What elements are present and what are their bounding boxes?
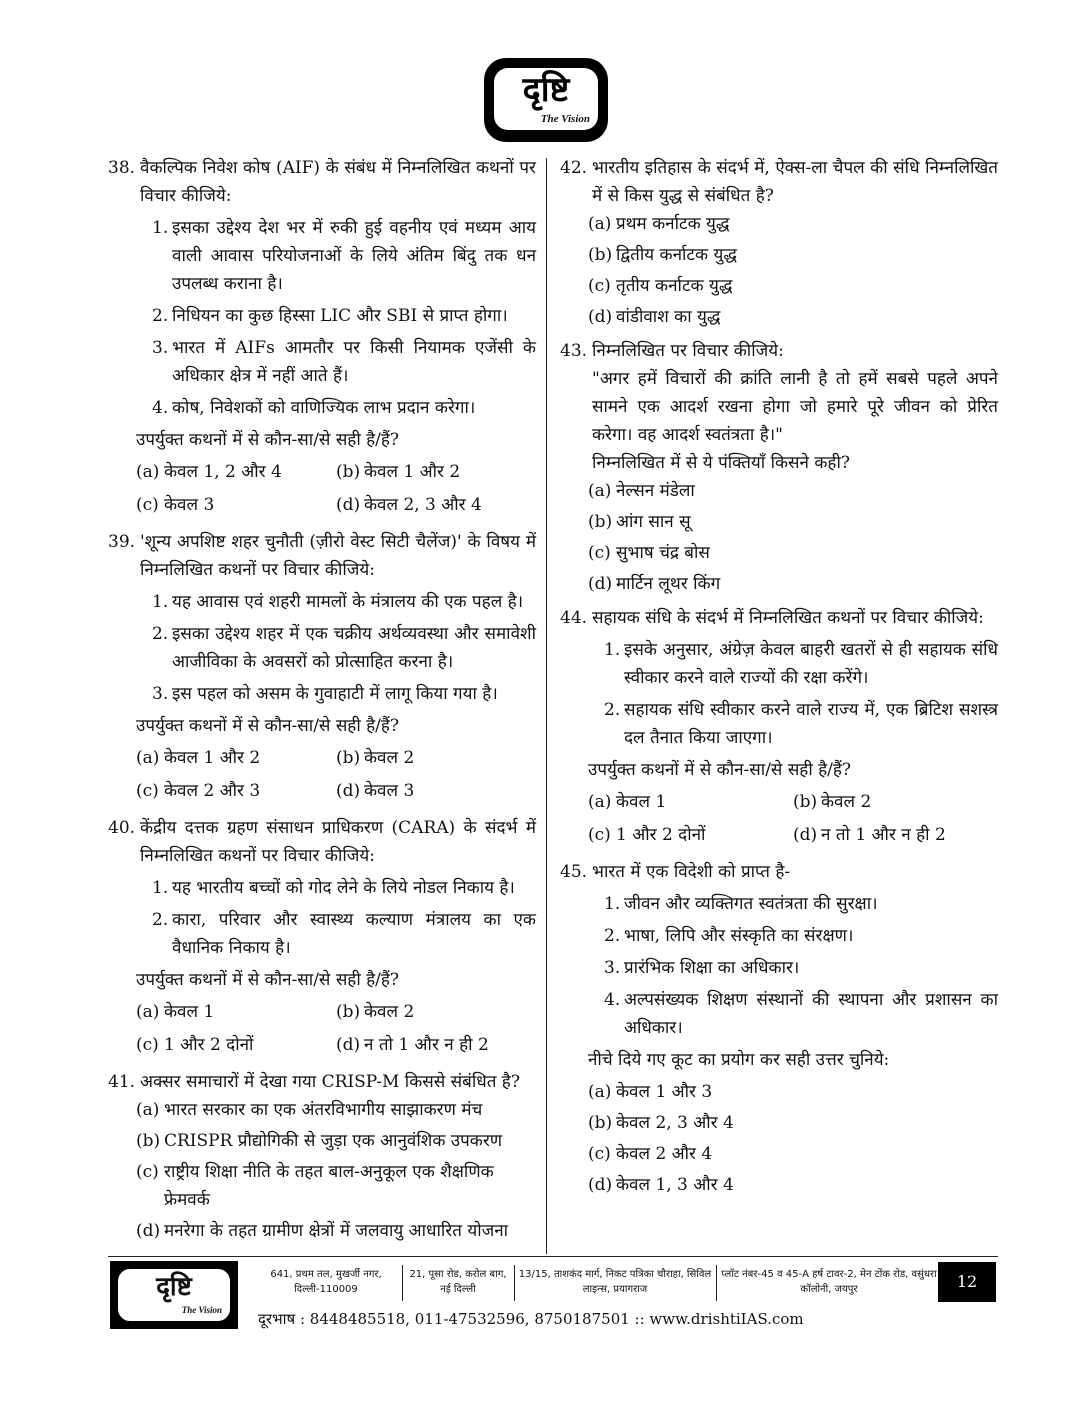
statement: [152, 588, 536, 616]
option-text: केवल 1: [164, 1002, 215, 1022]
statement-number: 2.: [152, 306, 169, 326]
question-text: सहायक संधि के संदर्भ में निम्नलिखित कथनों पर विचार कीजिये:: [592, 608, 984, 628]
question-prompt: नीचे दिये गए कूट का प्रयोग कर सही उत्तर चुनिये:: [588, 1050, 890, 1070]
option-label: (b): [588, 512, 613, 532]
option-text: आंग सान सू: [616, 512, 691, 532]
option-c: [588, 539, 998, 567]
option-text: केवल 2, 3 और 4: [616, 1113, 734, 1133]
option-label: (d): [336, 781, 361, 801]
option-list: [588, 210, 998, 331]
option-c: [588, 1140, 998, 1168]
statement-list: [152, 214, 536, 422]
option-text: 1 और 2 दोनों: [164, 1035, 254, 1055]
option-label: (b): [136, 1131, 161, 1151]
question-text: वैकल्पिक निवेश कोष (AIF) के संबंध में निम्नलिखित कथनों पर विचार कीजिये:: [140, 158, 536, 206]
statement: [152, 874, 536, 902]
statement: [152, 334, 536, 390]
option-label: (b): [336, 1002, 361, 1022]
option-label: (c): [588, 825, 611, 845]
statement-text: कारा, परिवार और स्वास्थ्य कल्याण मंत्रालय का एक वैधानिक निकाय है।: [172, 910, 536, 958]
address-prayagraj: 13/15, ताशकंद मार्ग, निकट पत्रिका चौराहा, सिविल लाइन्स, प्रयागराज: [518, 1269, 712, 1295]
option-text: केवल 2: [821, 792, 872, 812]
statement: [152, 394, 536, 422]
question-43: [560, 337, 998, 598]
option-d: [336, 777, 536, 805]
question-number: 39.: [108, 532, 136, 552]
statement-text: भारत में AIFs आमतौर पर किसी नियामक एजेंसी के अधिकार क्षेत्र में नहीं आते हैं।: [172, 338, 536, 386]
question-text: भारत में एक विदेशी को प्राप्त है-: [592, 862, 791, 882]
statement: [152, 620, 536, 676]
option-text: तृतीय कर्नाटक युद्ध: [616, 276, 733, 296]
option-text: सुभाष चंद्र बोस: [616, 543, 710, 563]
question-42: [560, 154, 998, 331]
statement-number: 2.: [152, 624, 169, 644]
option-label: (a): [588, 792, 612, 812]
option-label: (a): [588, 214, 612, 234]
statement-text: अल्पसंख्यक शिक्षण संस्थानों की स्थापना और प्रशासन का अधिकार।: [624, 990, 998, 1038]
option-label: (a): [136, 1100, 160, 1120]
statement-number: 3.: [604, 958, 621, 978]
option-a: [136, 744, 336, 772]
statement-number: 1.: [604, 894, 621, 914]
address-karol-bagh: 21, पूसा रोड, करोल बाग, नई दिल्ली: [409, 1269, 507, 1295]
statement: [604, 922, 998, 950]
option-text: केवल 2: [364, 1002, 415, 1022]
left-column: [108, 154, 536, 1251]
option-d: [336, 491, 536, 519]
option-label: (c): [136, 495, 159, 515]
statement-text: कोष, निवेशकों को वाणिज्यिक लाभ प्रदान करेगा।: [172, 398, 476, 418]
statement: [604, 986, 998, 1042]
question-prompt: निम्नलिखित में से ये पंक्तियाँ किसने कही?: [592, 453, 850, 473]
question-prompt: उपर्युक्त कथनों में से कौन-सा/से सही है/हैं?: [588, 760, 852, 780]
option-label: (d): [136, 1221, 161, 1241]
option-text: केवल 1 और 2: [164, 748, 261, 768]
statement-number: 3.: [152, 338, 169, 358]
option-grid: [136, 458, 536, 522]
option-label: (b): [588, 1113, 613, 1133]
page-footer: [108, 1256, 998, 1335]
option-label: (d): [588, 574, 613, 594]
column-divider: [546, 158, 547, 1254]
option-b: [588, 1109, 998, 1137]
option-label: (a): [136, 1002, 160, 1022]
option-label: (c): [136, 1035, 159, 1055]
option-label: (d): [793, 825, 818, 845]
option-grid: [136, 744, 536, 808]
option-text: वांडीवाश का युद्ध: [616, 307, 721, 327]
statement-list: [604, 890, 998, 1042]
quote-text: "अगर हमें विचारों की क्रांति लानी है तो हमें सबसे पहले अपने सामने एक आदर्श रखना होगा जो हमारे पूरे जीवन को प्रेरित करेगा। वह आदर्श स्वतंत्रता है।": [592, 369, 998, 445]
option-text: प्रथम कर्नाटक युद्ध: [616, 214, 730, 234]
option-list: [588, 477, 998, 598]
option-text: मनरेगा के तहत ग्रामीण क्षेत्रों में जलवायु आधारित योजना: [164, 1221, 509, 1241]
question-prompt: उपर्युक्त कथनों में से कौन-सा/से सही है/हैं?: [136, 716, 400, 736]
right-column: [560, 154, 998, 1205]
statement: [152, 214, 536, 298]
footer-logo-subtitle: The Vision: [181, 1305, 222, 1315]
option-text: 1 और 2 दोनों: [616, 825, 706, 845]
statement-text: इसका उद्देश्य शहर में एक चक्रीय अर्थव्यवस्था और समावेशी आजीविका के अवसरों को प्रोत्साहित करना है।: [172, 624, 536, 672]
option-label: (a): [588, 1082, 612, 1102]
option-text: केवल 1 और 2: [364, 462, 461, 482]
question-38: [108, 154, 536, 522]
question-prompt: उपर्युक्त कथनों में से कौन-सा/से सही है/हैं?: [136, 430, 400, 450]
statement-number: 2.: [604, 926, 621, 946]
question-number: 41.: [108, 1072, 136, 1092]
address-divider: [402, 1265, 403, 1301]
option-grid: [136, 998, 536, 1062]
option-label: (b): [793, 792, 818, 812]
statement: [604, 890, 998, 918]
logo-title: दृष्टि: [522, 70, 570, 110]
option-label: (c): [136, 781, 159, 801]
option-text: केवल 2: [364, 748, 415, 768]
question-text: भारतीय इतिहास के संदर्भ में, ऐक्स-ला चैपल की संधि निम्नलिखित में से किस युद्ध से संबंधित है?: [592, 158, 998, 206]
drishti-logo: [484, 58, 608, 142]
page-number: 12: [938, 1262, 996, 1302]
option-text: केवल 1, 3 और 4: [616, 1175, 734, 1195]
question-number: 44.: [560, 608, 588, 628]
option-a: [588, 1078, 998, 1106]
question-44: [560, 604, 998, 852]
statement-list: [152, 588, 536, 708]
option-list: [588, 1078, 998, 1199]
option-text: केवल 3: [364, 781, 415, 801]
question-number: 42.: [560, 158, 588, 178]
option-d: [588, 303, 998, 331]
question-number: 40.: [108, 818, 136, 838]
option-b: [588, 508, 998, 536]
statement-text: इसके अनुसार, अंग्रेज़ केवल बाहरी खतरों से ही सहायक संधि स्वीकार करने वाले राज्यों की रक्षा करेंगे।: [624, 640, 998, 688]
logo-panel: [494, 68, 598, 130]
option-list: [136, 1096, 536, 1245]
question-prompt: उपर्युक्त कथनों में से कौन-सा/से सही है/हैं?: [136, 970, 400, 990]
option-label: (a): [136, 748, 160, 768]
option-label: (a): [588, 481, 612, 501]
footer-logo-title: दृष्टि: [156, 1272, 192, 1302]
question-number: 38.: [108, 158, 136, 178]
option-c: [136, 491, 336, 519]
statement: [152, 680, 536, 708]
statement-text: इस पहल को असम के गुवाहाटी में लागू किया गया है।: [172, 684, 498, 704]
option-text: द्वितीय कर्नाटक युद्ध: [616, 245, 737, 265]
option-c: [136, 1031, 336, 1059]
option-a: [588, 477, 998, 505]
footer-logo-panel: [118, 1269, 230, 1321]
option-label: (c): [588, 276, 611, 296]
statement: [604, 954, 998, 982]
footer-logo: [110, 1261, 238, 1329]
statement-text: यह भारतीय बच्चों को गोद लेने के लिये नोडल निकाय है।: [172, 878, 515, 898]
statement: [604, 636, 998, 692]
statement-number: 2.: [152, 910, 169, 930]
option-text: न तो 1 और न ही 2: [364, 1035, 489, 1055]
option-text: केवल 2 और 4: [616, 1144, 713, 1164]
statement-number: 2.: [604, 700, 621, 720]
address-jaipur: प्लॉट नंबर-45 व 45-A हर्ष टावर-2, मेन टोंक रोड, वसुंधरा कॉलोनी, जयपुर: [721, 1269, 937, 1295]
option-text: केवल 3: [164, 495, 215, 515]
question-40: [108, 814, 536, 1062]
address-mukherjee-nagar: 641, प्रथम तल, मुखर्जी नगर, दिल्ली-110009: [270, 1269, 382, 1295]
option-text: न तो 1 और न ही 2: [821, 825, 946, 845]
option-text: राष्ट्रीय शिक्षा नीति के तहत बाल-अनुकूल एक शैक्षणिक फ्रेमवर्क: [164, 1162, 494, 1210]
option-d: [588, 1171, 998, 1199]
statement-text: सहायक संधि स्वीकार करने वाले राज्य में, एक ब्रिटिश सशस्त्र दल तैनात किया जाएगा।: [624, 700, 998, 748]
statement-text: इसका उद्देश्य देश भर में रुकी हुई वहनीय एवं मध्यम आय वाली आवास परियोजनाओं के लिये अंतिम बिंदु तक धन उपलब्ध कराना है।: [172, 218, 536, 294]
statement-list: [152, 874, 536, 962]
option-b: [336, 744, 536, 772]
option-label: (b): [588, 245, 613, 265]
option-text: केवल 1 और 3: [616, 1082, 713, 1102]
option-c: [136, 777, 336, 805]
option-b: [336, 998, 536, 1026]
statement-text: जीवन और व्यक्तिगत स्वतंत्रता की सुरक्षा।: [624, 894, 878, 914]
question-text: 'शून्य अपशिष्ट शहर चुनौती (ज़ीरो वेस्ट सिटी चैलेंज)' के विषय में निम्नलिखित कथनों पर विचार कीजिये:: [140, 532, 536, 580]
option-b: [793, 788, 998, 816]
question-text: केंद्रीय दत्तक ग्रहण संसाधन प्राधिकरण (CARA) के संदर्भ में निम्नलिखित कथनों पर विचार कीजिये:: [140, 818, 536, 866]
question-39: [108, 528, 536, 808]
option-a: [136, 1096, 536, 1124]
option-label: (d): [336, 1035, 361, 1055]
statement-number: 1.: [152, 592, 169, 612]
option-text: केवल 1, 2 और 4: [164, 462, 282, 482]
option-b: [136, 1127, 536, 1155]
logo-subtitle: The Vision: [540, 113, 590, 125]
statement-text: प्रारंभिक शिक्षा का अधिकार।: [624, 958, 800, 978]
statement-number: 1.: [152, 218, 169, 238]
option-label: (b): [336, 462, 361, 482]
option-c: [136, 1158, 536, 1214]
option-text: CRISPR प्रौद्योगिकी से जुड़ा एक आनुवंशिक उपकरण: [164, 1131, 503, 1151]
question-45: [560, 858, 998, 1199]
statement-number: 4.: [604, 990, 621, 1010]
option-label: (b): [336, 748, 361, 768]
option-d: [336, 1031, 536, 1059]
statement: [152, 302, 536, 330]
statement: [604, 696, 998, 752]
option-label: (a): [136, 462, 160, 482]
option-grid: [588, 788, 998, 852]
option-d: [136, 1217, 536, 1245]
option-text: मार्टिन लूथर किंग: [616, 574, 721, 594]
statement-number: 3.: [152, 684, 169, 704]
statement: [152, 906, 536, 962]
option-label: (d): [336, 495, 361, 515]
question-number: 45.: [560, 862, 588, 882]
option-b: [588, 241, 998, 269]
question-text: निम्नलिखित पर विचार कीजिये:: [592, 341, 784, 361]
question-text: अक्सर समाचारों में देखा गया CRISP-M किससे संबंधित है?: [140, 1072, 520, 1092]
option-a: [136, 458, 336, 486]
address-divider: [716, 1265, 717, 1301]
statement-text: निधियन का कुछ हिस्सा LIC और SBI से प्राप्त होगा।: [172, 306, 508, 326]
option-d: [793, 821, 998, 849]
option-label: (c): [136, 1162, 159, 1182]
statement-number: 4.: [152, 398, 169, 418]
option-label: (d): [588, 1175, 613, 1195]
option-label: (c): [588, 543, 611, 563]
statement-number: 1.: [604, 640, 621, 660]
option-b: [336, 458, 536, 486]
question-41: [108, 1068, 536, 1245]
option-a: [136, 998, 336, 1026]
option-c: [588, 821, 793, 849]
option-label: (d): [588, 307, 613, 327]
option-text: केवल 1: [616, 792, 667, 812]
option-d: [588, 570, 998, 598]
question-number: 43.: [560, 341, 588, 361]
option-a: [588, 788, 793, 816]
statement-number: 1.: [152, 878, 169, 898]
option-a: [588, 210, 998, 238]
option-text: भारत सरकार का एक अंतरविभागीय साझाकरण मंच: [164, 1100, 483, 1120]
option-c: [588, 272, 998, 300]
statement-text: यह आवास एवं शहरी मामलों के मंत्रालय की एक पहल है।: [172, 592, 524, 612]
address-divider: [514, 1265, 515, 1301]
statement-list: [604, 636, 998, 752]
contact-line: दूरभाष : 8448485518, 011-47532596, 8750187501 :: www.drishtiIAS.com: [258, 1310, 804, 1328]
option-text: केवल 2 और 3: [164, 781, 261, 801]
statement-text: भाषा, लिपि और संस्कृति का संरक्षण।: [624, 926, 854, 946]
option-text: केवल 2, 3 और 4: [364, 495, 482, 515]
option-label: (c): [588, 1144, 611, 1164]
option-text: नेल्सन मंडेला: [616, 481, 695, 501]
